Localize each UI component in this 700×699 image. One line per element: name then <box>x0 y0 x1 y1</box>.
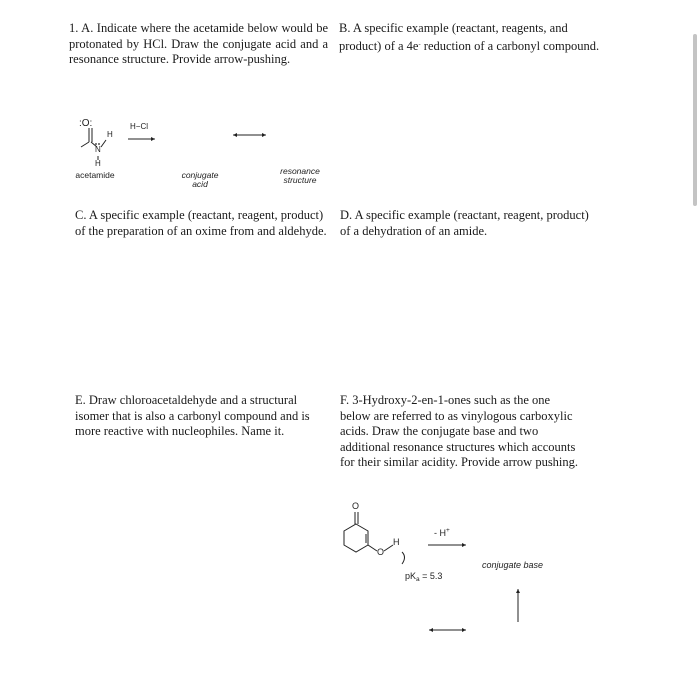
label-conjugate-line2: acid <box>192 179 208 189</box>
scheme-f-hydrogen: H <box>393 537 400 547</box>
question-1b-superscript: - <box>418 40 421 48</box>
pka-subscript: a <box>416 576 420 583</box>
label-conjugate-line1: conjugate <box>181 170 219 180</box>
scheme-a-hydrogen-side: H <box>107 130 113 139</box>
scheme-a-oxygen-atom: :O: <box>79 118 93 129</box>
question-1b-text-post: reduction of a carbonyl compound. <box>420 38 600 53</box>
scheme-a-hydrogen-bottom: H <box>95 159 101 168</box>
reagent-minus-h-text: - H <box>434 528 446 538</box>
label-acetamide: acetamide <box>75 170 115 180</box>
vertical-scrollbar[interactable] <box>693 34 697 206</box>
label-resonance-line2: structure <box>283 175 317 185</box>
scheme-f-oxygen-ring: O <box>377 547 385 557</box>
question-e: E. Draw chloroacetaldehyde and a structural isomer that is also a carbonyl compound and is more reactive with nucleophiles. Name it. <box>75 393 310 438</box>
question-d: D. A specific example (reactant, reagent, product) of a dehydration of an amide. <box>340 208 589 238</box>
scheme-f-pka-label <box>405 571 442 583</box>
reagent-plus-sup: + <box>446 527 450 534</box>
label-resonance-line1: resonance <box>280 166 320 176</box>
scheme-f-reagent-minus-h <box>434 527 450 538</box>
question-f: F. 3-Hydroxy-2-en-1-ones such as the one below are referred to as vinylogous carboxylic acids. Draw the conjugate base and two additional resonance structures which accounts for their similar acidity. Provide arrow pushing. <box>340 393 579 469</box>
question-1b-text-pre: B. A specific example (reactant, reagents, and product) of a 4e <box>339 21 568 53</box>
label-conjugate-base: conjugate base <box>482 560 544 570</box>
pka-value: = 5.3 <box>419 571 443 581</box>
question-1a: 1. A. Indicate where the acetamide below would be protonated by HCl. Draw the conjugate acid and a resonance structure. Provide arrow-pushing. <box>69 21 328 66</box>
scheme-a-reagent-hcl: H−Cl <box>130 122 149 131</box>
pka-text: pK <box>405 571 417 581</box>
scheme-f-oxygen-top: O <box>352 501 360 511</box>
scheme-a-nitrogen-atom: N <box>95 145 101 154</box>
question-c: C. A specific example (reactant, reagent, product) of the preparation of an oxime from and aldehyde. <box>75 208 327 238</box>
